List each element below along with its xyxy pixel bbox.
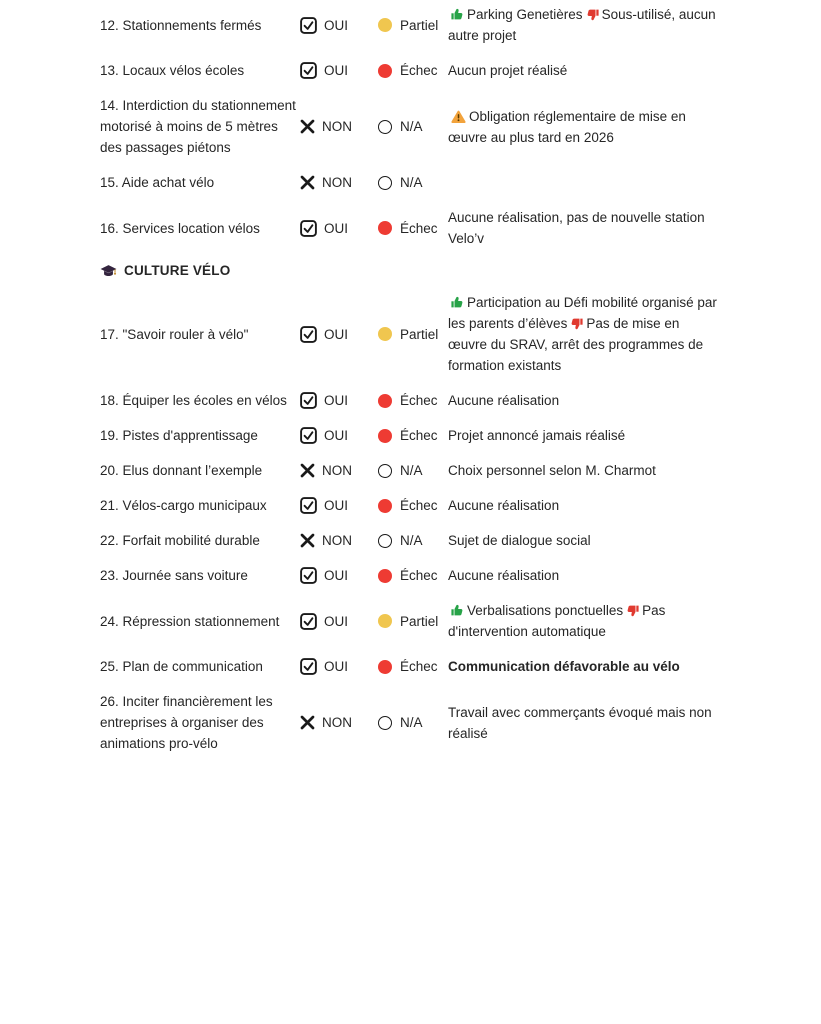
checkbox-checked-icon — [300, 427, 317, 444]
status-label: N/A — [400, 463, 423, 478]
answer-label: NON — [322, 533, 352, 548]
answer-cell — [300, 425, 378, 446]
comment-text: Projet annoncé jamais réalisé — [448, 428, 626, 443]
status-circle-na-icon — [378, 716, 392, 730]
comment-cell — [448, 600, 721, 642]
comment-cell — [448, 425, 721, 446]
status-cell — [378, 495, 448, 516]
comment-cell — [448, 60, 721, 81]
status-label: Partiel — [400, 613, 439, 629]
checklist-row — [100, 95, 721, 158]
answer-label: OUI — [324, 63, 349, 78]
item-label: 18. Équiper les écoles en vélos — [100, 393, 287, 408]
item-label: 14. Interdiction du stationnement motorisé à moins de 5 mètres des passages piétons — [100, 98, 296, 155]
comment-text: Travail avec commerçants évoqué mais non réalisé — [448, 704, 712, 741]
thumb-down-icon — [626, 604, 639, 617]
checkbox-checked-icon — [300, 392, 317, 409]
checkbox-checked-icon — [300, 220, 317, 237]
section-title: CULTURE VÉLO — [124, 263, 231, 278]
status-dot-fail-icon — [378, 394, 392, 408]
status-label: Échec — [400, 498, 438, 513]
item-label: 17. "Savoir rouler à vélo" — [100, 326, 249, 342]
comment-text: Pas d'intervention automatique — [448, 603, 666, 639]
comment-text: Aucune réalisation — [448, 498, 560, 513]
graduation-cap-icon — [100, 264, 117, 278]
comment-text: Aucune réalisation — [448, 393, 560, 408]
comment-text: Obligation réglementaire de mise en œuvre au plus tard en 2026 — [448, 108, 686, 145]
answer-label: NON — [322, 119, 352, 134]
item-label: 26. Inciter financièrement les entreprises à organiser des animations pro-vélo — [100, 694, 273, 751]
warning-icon — [451, 110, 466, 123]
status-cell — [378, 218, 448, 239]
cross-icon — [300, 119, 315, 134]
status-cell — [378, 712, 448, 733]
checklist-row — [100, 600, 721, 642]
status-circle-na-icon — [378, 176, 392, 190]
checkbox-checked-icon — [300, 658, 317, 675]
thumb-down-icon — [586, 8, 599, 21]
answer-label: OUI — [324, 613, 349, 629]
item-label: 12. Stationnements fermés — [100, 17, 262, 33]
answer-cell — [300, 15, 378, 36]
cross-icon — [300, 715, 315, 730]
comment-text: Sous-utilisé, aucun autre projet — [448, 7, 716, 43]
comment-text: Aucun projet réalisé — [448, 63, 568, 78]
item-label: 23. Journée sans voiture — [100, 568, 248, 583]
answer-cell — [300, 390, 378, 411]
status-label: Échec — [400, 63, 438, 78]
checklist-row — [100, 4, 721, 46]
comment-cell — [448, 207, 721, 249]
answer-label: OUI — [324, 393, 349, 408]
checkbox-checked-icon — [300, 613, 317, 630]
checkbox-checked-icon — [300, 62, 317, 79]
comment-text: Aucune réalisation, pas de nouvelle station Velo’v — [448, 210, 705, 246]
answer-cell — [300, 565, 378, 586]
answer-label: OUI — [324, 428, 349, 443]
checklist-row — [100, 565, 721, 586]
item-label: 16. Services location vélos — [100, 220, 260, 236]
comment-text: Communication défavorable au vélo — [448, 659, 680, 674]
section-header — [100, 263, 721, 278]
answer-label: NON — [322, 175, 352, 190]
item-label: 24. Répression stationnement — [100, 613, 280, 629]
status-dot-partial-icon — [378, 614, 392, 628]
comment-cell — [448, 495, 721, 516]
status-cell — [378, 60, 448, 81]
comment-text: Sujet de dialogue social — [448, 533, 591, 548]
answer-cell — [300, 116, 378, 137]
answer-cell — [300, 611, 378, 632]
comment-cell — [448, 656, 721, 677]
answer-cell — [300, 712, 378, 733]
checklist-row — [100, 460, 721, 481]
checkbox-checked-icon — [300, 567, 317, 584]
comment-text: Pas de mise en œuvre du SRAV, arrêt des programmes de formation existants — [448, 316, 704, 373]
checklist-row — [100, 207, 721, 249]
comment-cell — [448, 530, 721, 551]
status-label: Échec — [400, 568, 438, 583]
checklist-row — [100, 292, 721, 376]
checkbox-checked-icon — [300, 17, 317, 34]
status-label: N/A — [400, 119, 423, 134]
answer-cell — [300, 218, 378, 239]
comment-cell — [448, 106, 721, 148]
checklist-row — [100, 530, 721, 551]
answer-cell — [300, 530, 378, 551]
status-dot-fail-icon — [378, 499, 392, 513]
item-label: 20. Elus donnant l’exemple — [100, 463, 263, 478]
cross-icon — [300, 175, 315, 190]
status-cell — [378, 116, 448, 137]
checklist-row — [100, 656, 721, 677]
checklist-row — [100, 691, 721, 754]
comment-text: Aucune réalisation — [448, 568, 560, 583]
comment-text: Choix personnel selon M. Charmot — [448, 463, 656, 478]
answer-cell — [300, 656, 378, 677]
checkbox-checked-icon — [300, 497, 317, 514]
status-cell — [378, 565, 448, 586]
status-dot-fail-icon — [378, 569, 392, 583]
comment-cell — [448, 565, 721, 586]
status-cell — [378, 656, 448, 677]
status-circle-na-icon — [378, 464, 392, 478]
comment-cell — [448, 292, 721, 376]
comment-text: Participation au Défi mobilité organisé par les parents d’élèves — [448, 295, 717, 331]
thumb-up-icon — [451, 296, 464, 309]
item-label: 22. Forfait mobilité durable — [100, 533, 260, 548]
answer-cell — [300, 460, 378, 481]
answer-label: OUI — [324, 498, 349, 513]
item-label: 19. Pistes d'apprentissage — [100, 428, 258, 443]
status-cell — [378, 425, 448, 446]
status-cell — [378, 324, 448, 345]
status-label: Échec — [400, 220, 438, 236]
checklist-row — [100, 60, 721, 81]
status-label: Échec — [400, 393, 438, 408]
comment-cell — [448, 702, 721, 744]
answer-cell — [300, 172, 378, 193]
status-label: N/A — [400, 715, 423, 730]
status-label: Partiel — [400, 17, 439, 33]
status-dot-partial-icon — [378, 327, 392, 341]
answer-cell — [300, 324, 378, 345]
cross-icon — [300, 463, 315, 478]
checklist-row — [100, 425, 721, 446]
cross-icon — [300, 533, 315, 548]
status-circle-na-icon — [378, 534, 392, 548]
status-cell — [378, 611, 448, 632]
item-label: 15. Aide achat vélo — [100, 175, 215, 190]
status-cell — [378, 390, 448, 411]
status-dot-fail-icon — [378, 660, 392, 674]
answer-label: OUI — [324, 17, 349, 33]
comment-cell — [448, 390, 721, 411]
checkbox-checked-icon — [300, 326, 317, 343]
status-cell — [378, 460, 448, 481]
checklist-row — [100, 172, 721, 193]
thumb-up-icon — [451, 8, 464, 21]
answer-label: OUI — [324, 568, 349, 583]
status-cell — [378, 172, 448, 193]
status-label: Échec — [400, 428, 438, 443]
answer-cell — [300, 60, 378, 81]
checklist-row — [100, 390, 721, 411]
item-label: 13. Locaux vélos écoles — [100, 63, 245, 78]
answer-label: NON — [322, 715, 352, 730]
status-cell — [378, 15, 448, 36]
comment-text: Parking Genetières — [467, 7, 583, 22]
checklist-row — [100, 495, 721, 516]
checklist — [100, 4, 721, 768]
status-dot-partial-icon — [378, 18, 392, 32]
comment-cell — [448, 460, 721, 481]
thumb-down-icon — [570, 317, 583, 330]
status-dot-fail-icon — [378, 221, 392, 235]
answer-label: NON — [322, 463, 352, 478]
status-circle-na-icon — [378, 120, 392, 134]
status-label: Échec — [400, 659, 438, 674]
status-label: N/A — [400, 175, 423, 190]
thumb-up-icon — [451, 604, 464, 617]
status-dot-fail-icon — [378, 64, 392, 78]
answer-label: OUI — [324, 326, 349, 342]
answer-label: OUI — [324, 659, 349, 674]
status-cell — [378, 530, 448, 551]
item-label: 25. Plan de communication — [100, 659, 263, 674]
answer-label: OUI — [324, 220, 349, 236]
comment-text: Verbalisations ponctuelles — [467, 603, 624, 618]
status-label: N/A — [400, 533, 423, 548]
comment-cell — [448, 4, 721, 46]
status-label: Partiel — [400, 326, 439, 342]
answer-cell — [300, 495, 378, 516]
item-label: 21. Vélos-cargo municipaux — [100, 498, 267, 513]
status-dot-fail-icon — [378, 429, 392, 443]
